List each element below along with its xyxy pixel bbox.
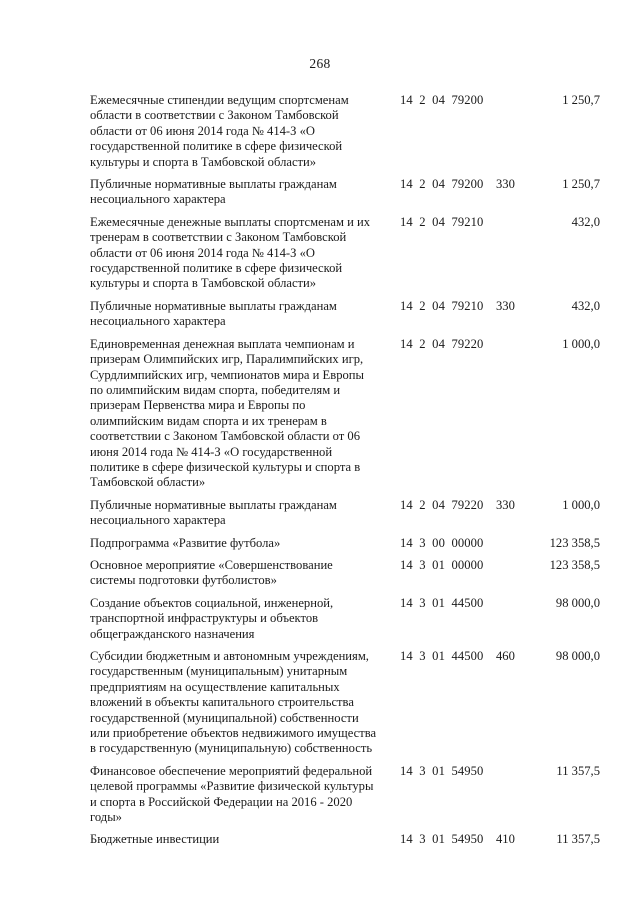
row-amount: 1 250,7 <box>562 93 600 107</box>
table-row <box>0 337 640 491</box>
row-type: 330 <box>496 497 515 512</box>
row-code: 14 2 04 79210 <box>400 214 484 229</box>
row-type: 330 <box>496 177 515 192</box>
row-amount: 123 358,5 <box>549 557 600 572</box>
row-code: 14 2 04 79220 <box>400 336 484 351</box>
row-code: 14 3 00 00000 <box>400 535 484 550</box>
row-name: Бюджетные инвестиции <box>90 832 220 847</box>
table-row <box>0 93 640 170</box>
table-row <box>0 215 640 292</box>
row-code: 14 3 01 00000 <box>400 557 484 572</box>
table-row <box>0 649 640 757</box>
row-amount: 98 000,0 <box>555 649 600 663</box>
row-name: Финансовое обеспечение мероприятий федеральной целевой программы «Развитие физической культуры и спорта в Российской Федерации на 2016 - 2020 годы» <box>90 763 374 825</box>
row-type: 410 <box>496 832 515 847</box>
budget-table <box>0 93 640 855</box>
row-amount: 1 000,0 <box>562 336 600 351</box>
row-code: 14 3 01 44500 <box>400 595 484 610</box>
table-row <box>0 498 640 529</box>
row-amount: 1 000,0 <box>562 497 600 512</box>
table-row <box>0 596 640 642</box>
row-amount: 11 357,5 <box>556 832 600 847</box>
row-amount: 11 357,5 <box>556 763 600 778</box>
row-code: 14 2 04 79200 <box>400 93 484 107</box>
row-name: Создание объектов социальной, инженерной, транспортной инфраструктуры и объектов общегражданского назначения <box>90 595 334 641</box>
row-code: 14 2 04 79220 <box>400 497 484 512</box>
table-row <box>0 177 640 208</box>
row-type: 330 <box>496 298 515 313</box>
row-amount: 123 358,5 <box>549 535 600 550</box>
page-number: 268 <box>309 56 331 71</box>
row-code: 14 3 01 54950 <box>400 832 484 847</box>
row-name: Единовременная денежная выплата чемпионам и призерам Олимпийских игр, Паралимпийских игр, Сурдлимпийских игр, чемпионатов мира и Европы по олимпийским видам спорта, победителям и призерам Первенства мира и Европы по олимпийским видам спорта и их тренерам в соответствии с Законом Тамбовской области от 06 июня 2014 года № 414-З «О государственной политике в сфере физической культуры и спорта в Тамбовской области» <box>90 336 364 490</box>
row-amount: 98 000,0 <box>555 595 600 610</box>
row-amount: 432,0 <box>571 298 600 313</box>
table-row <box>0 558 640 589</box>
row-code: 14 3 01 54950 <box>400 763 484 778</box>
row-code: 14 2 04 79210 <box>400 298 484 313</box>
table-row <box>0 832 640 847</box>
row-name: Публичные нормативные выплаты гражданам несоциального характера <box>90 298 337 329</box>
row-amount: 432,0 <box>571 214 600 229</box>
row-name: Подпрограмма «Развитие футбола» <box>90 535 281 550</box>
row-name: Ежемесячные денежные выплаты спортсменам и их тренерам в соответствии с Законом Тамбовской области от 06 июня 2014 года № 414-З «О государственной политике в сфере физической культуры и спорта в Тамбовской области» <box>90 214 371 291</box>
row-name: Публичные нормативные выплаты гражданам несоциального характера <box>90 177 337 207</box>
row-code: 14 2 04 79200 <box>400 177 484 192</box>
row-name: Публичные нормативные выплаты гражданам несоциального характера <box>90 497 337 528</box>
row-name: Ежемесячные стипендии ведущим спортсменам области в соответствии с Законом Тамбовской области от 06 июня 2014 года № 414-З «О государственной политике в сфере физической культуры и спорта в Тамбовской области» <box>90 93 349 169</box>
table-row <box>0 536 640 551</box>
table-row <box>0 764 640 826</box>
row-amount: 1 250,7 <box>562 177 600 192</box>
row-name: Основное мероприятие «Совершенствование системы подготовки футболистов» <box>90 557 333 588</box>
row-type: 460 <box>496 649 515 663</box>
row-code: 14 3 01 44500 <box>400 649 484 663</box>
row-name: Субсидии бюджетным и автономным учреждениям, государственным (муниципальным) унитарным предприятиям на осуществление капитальных вложений в объекты капитального строительства государственной (муниципальной) собственности или приобретение объектов недвижимого имущества в государственную (муниципальную) собственность <box>90 649 377 756</box>
table-row <box>0 299 640 330</box>
